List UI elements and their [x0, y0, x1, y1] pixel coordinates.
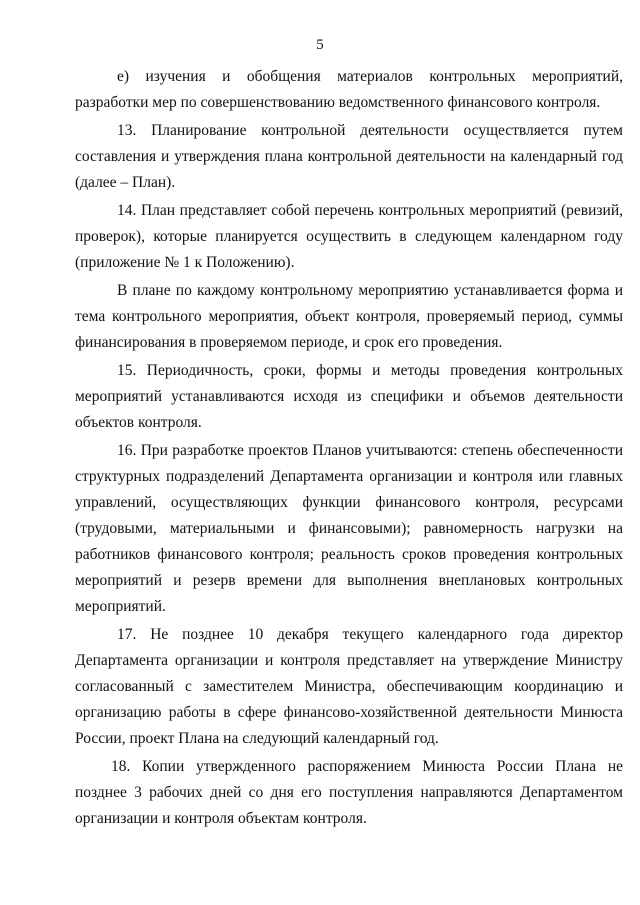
paragraph-15: 15. Периодичность, сроки, формы и методы проведения контрольных мероприятий устанавливаются исходя из специфики и объемов деятельности объектов контроля. [75, 362, 623, 431]
paragraph-16: 16. При разработке проектов Планов учитываются: степень обеспеченности структурных подразделений Департамента организации и контроля или главных управлений, осуществляющих функции финансового контроля, ресурсами (трудовыми, материальными и финансовыми); равномерность нагрузки на работников финансового контроля; реальность сроков проведения контрольных мероприятий и резерв времени для выполнения внеплановых контрольных мероприятий. [75, 442, 623, 615]
document-body [75, 64, 623, 832]
paragraph-plan-details: В плане по каждому контрольному мероприятию устанавливается форма и тема контрольного мероприятия, объект контроля, проверяемый период, суммы финансирования в проверяемом периоде, и срок его проведения. [75, 282, 623, 351]
paragraph-13: 13. Планирование контрольной деятельности осуществляется путем составления и утверждения плана контрольной деятельности на календарный год (далее – План). [75, 122, 623, 191]
paragraph-17: 17. Не позднее 10 декабря текущего календарного года директор Департамента организации и контроля представляет на утверждение Министру согласованный с заместителем Министра, обеспечивающим координацию и организацию работы в сфере финансово-хозяйственной деятельности Минюста России, проект Плана на следующий календарный год. [75, 626, 623, 747]
paragraph-18: 18. Копии утвержденного распоряжением Минюста России Плана не позднее 3 рабочих дней со дня его поступления направляются Департаментом организации и контроля объектам контроля. [75, 758, 623, 827]
paragraph-e: е) изучения и обобщения материалов контрольных мероприятий, разработки мер по совершенствованию ведомственного финансового контроля. [75, 68, 623, 111]
page-number: 5 [316, 37, 324, 53]
paragraph-14: 14. План представляет собой перечень контрольных мероприятий (ревизий, проверок), которые планируется осуществить в следующем календарном году (приложение № 1 к Положению). [75, 202, 623, 271]
